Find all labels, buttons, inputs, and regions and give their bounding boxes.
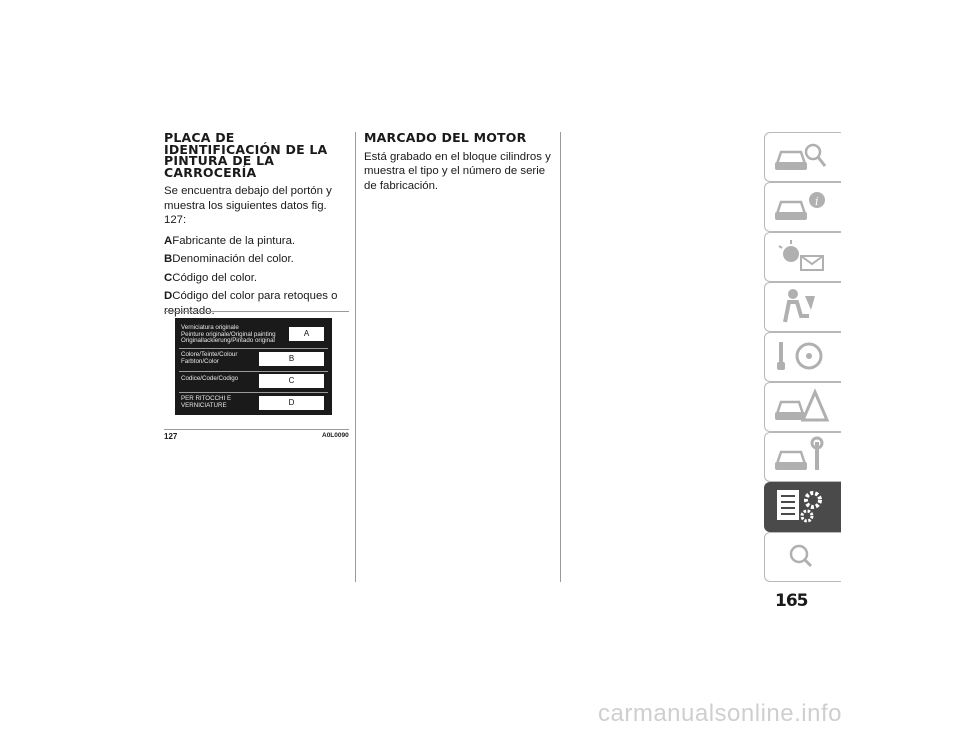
seat-airbag-icon [771,286,833,326]
figure-top-rule [164,311,349,312]
figure-number: 127 [164,432,178,441]
tab-warning-lights[interactable] [764,232,841,282]
figure-box-b: B [259,352,324,366]
specs-gear-icon [771,486,833,526]
svg-text:i: i [815,195,819,208]
tab-starting-driving[interactable] [764,332,841,382]
figure-row-c: Codice/Code/Codigo C [181,376,324,392]
page-number: 165 [775,591,808,611]
car-info-icon [771,186,833,226]
figure-row-a: Verniciatura originale Peinture originale/Original painting Originallackierung/Pintado original A [181,325,324,349]
tab-servicing[interactable] [764,432,841,482]
engine-marking-text: Está grabado en el bloque cilindros y muestra el tipo y el número de serie de fabricación. [364,150,551,192]
column-divider-1 [355,132,356,582]
car-search-icon [771,136,833,176]
paint-plate-intro: Se encuentra debajo del portón y muestra los siguientes datos fig. 127: [164,185,332,226]
tab-safety[interactable] [764,282,841,332]
car-warning-triangle-icon [771,386,833,426]
section-heading-engine-marking: MARCADO DEL MOTOR [364,130,527,145]
figure-bottom-rule [164,429,349,430]
list-item-d: DCódigo del color para retoques o repintado. [164,290,338,317]
middle-column [364,132,554,199]
car-wrench-icon [771,436,833,476]
steering-key-icon [771,336,833,376]
left-column [164,132,350,322]
tab-safety-info[interactable] [764,182,841,232]
figure-code: A0L0090 [322,432,349,439]
tab-technical-specifications[interactable] [764,482,841,532]
tab-index[interactable] [764,532,841,582]
tab-knowing-the-car[interactable] [764,132,841,182]
list-item-b: BDenominación del color. [164,253,294,265]
figure-box-d: D [259,396,324,410]
figure-box-c: C [259,374,324,388]
list-item-c: CCódigo del color. [164,271,258,284]
watermark: carmanualsonline.info [598,700,842,727]
paint-plate-figure [175,318,332,415]
index-alphabet-icon [771,536,833,576]
list-item-a: AFabricante de la pintura. [164,234,296,247]
warning-light-mail-icon [771,236,833,276]
figure-box-a: A [289,327,324,341]
figure-row-b: Colore/Teinte/Colour Farbton/Color B [181,352,324,370]
section-heading-paint-plate: PLACA DE IDENTIFICACIÓN DE LA PINTURA DE LA CARROCERÍA [164,130,328,180]
column-divider-2 [560,132,561,582]
tab-emergency[interactable] [764,382,841,432]
figure-row-d: PER RITOCCHI E VERNICIATURE D [181,396,324,412]
